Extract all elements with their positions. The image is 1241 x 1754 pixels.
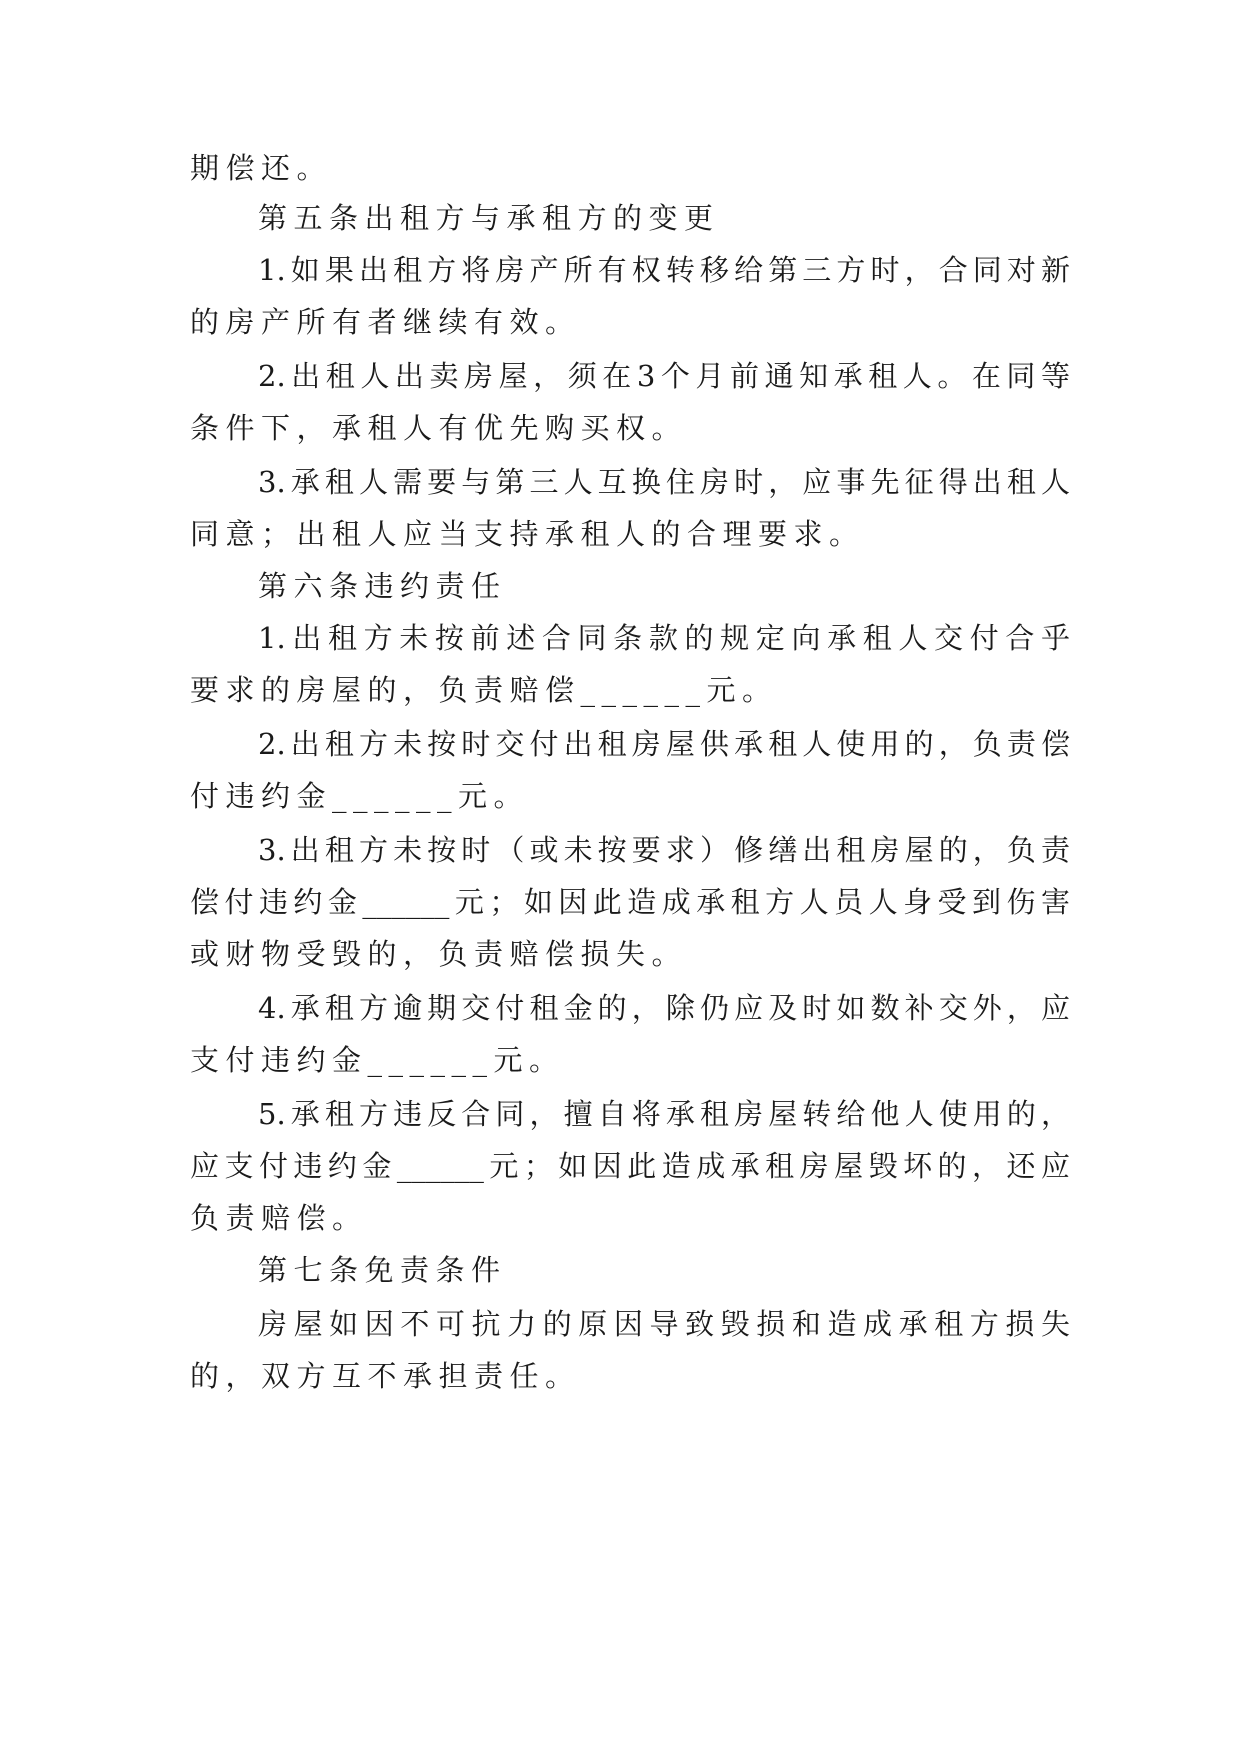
section-heading: 第六条违约责任 bbox=[258, 569, 507, 603]
text-line: 的，双方互不承担责任。 bbox=[190, 1359, 581, 1393]
section-heading: 第五条出租方与承租方的变更 bbox=[258, 201, 720, 235]
text-line: 期偿还。 bbox=[190, 151, 333, 185]
text-line: 的房产所有者继续有效。 bbox=[190, 305, 581, 339]
section-heading: 第七条免责条件 bbox=[258, 1253, 507, 1287]
text-line: 4.承租方逾期交付租金的，除仍应及时如数补交外，应 bbox=[258, 991, 1070, 1025]
text-line: 支付违约金______元。 bbox=[190, 1043, 565, 1077]
text-line: 要求的房屋的，负责赔偿______元。 bbox=[190, 673, 778, 707]
text-line: 应支付违约金______元；如因此造成承租房屋毁坏的，还应 bbox=[190, 1149, 1070, 1183]
text-line: 付违约金______元。 bbox=[190, 779, 530, 813]
text-line: 3.出租方未按时（或未按要求）修缮出租房屋的，负责 bbox=[258, 833, 1070, 867]
text-line: 2.出租人出卖房屋，须在3个月前通知承租人。在同等 bbox=[258, 359, 1070, 393]
text-line: 房屋如因不可抗力的原因导致毁损和造成承租方损失 bbox=[258, 1307, 1070, 1341]
text-line: 2.出租方未按时交付出租房屋供承租人使用的，负责偿 bbox=[258, 727, 1070, 761]
text-line: 偿付违约金______元；如因此造成承租方人员人身受到伤害 bbox=[190, 885, 1070, 919]
text-line: 同意；出租人应当支持承租人的合理要求。 bbox=[190, 517, 865, 551]
text-line: 条件下，承租人有优先购买权。 bbox=[190, 411, 688, 445]
text-line: 5.承租方违反合同，擅自将承租房屋转给他人使用的， bbox=[258, 1097, 1070, 1131]
text-line: 或财物受毁的，负责赔偿损失。 bbox=[190, 937, 688, 971]
text-line: 负责赔偿。 bbox=[190, 1201, 368, 1235]
text-line: 3.承租人需要与第三人互换住房时，应事先征得出租人 bbox=[258, 465, 1070, 499]
text-line: 1.如果出租方将房产所有权转移给第三方时，合同对新 bbox=[258, 253, 1070, 287]
text-line: 1.出租方未按前述合同条款的规定向承租人交付合乎 bbox=[258, 621, 1070, 655]
